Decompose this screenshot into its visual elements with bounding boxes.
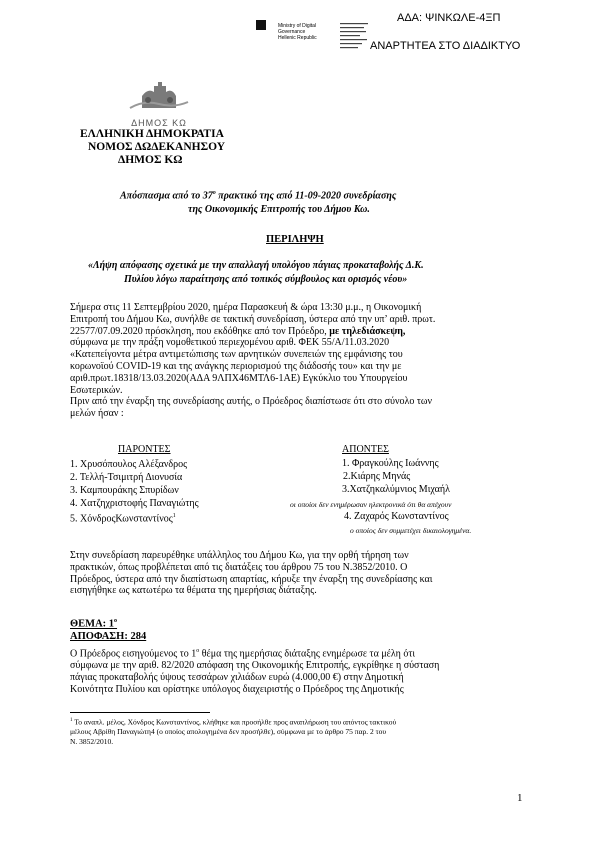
excerpt-line-1 bbox=[120, 188, 396, 202]
authority-line-3: ΔΗΜΟΣ ΚΩ bbox=[118, 154, 183, 166]
summary-title: ΠΕΡΙΛΗΨΗ bbox=[266, 234, 324, 245]
seal-greek-text-icon bbox=[340, 22, 370, 50]
decision-line: Κοινότητα Πυλίου και ορίστηκε υπόλογος διαχειριστής ο Πρόεδρος της Δημοτικής bbox=[70, 683, 404, 695]
presence-line: εισηγήθηκε ως κατωτέρω τα θέματα της ημερήσιας διάταξης. bbox=[70, 585, 317, 597]
decision-line-1b: θέμα της ημερήσιας διάταξης ενημέρωσε τα μέλη ότι bbox=[199, 648, 416, 660]
footnote-ref: 1 bbox=[172, 513, 176, 519]
topic-label bbox=[70, 618, 117, 630]
absent-member: 4. Ζαχαρός Κωνσταντίνος bbox=[344, 511, 449, 522]
decision-line: πάγιας προκαταβολής ύψους τεσσάρων χιλιάδων ευρώ (4.000,00 €) στην Δημοτική bbox=[70, 671, 404, 683]
authority-line-1: ΕΛΛΗΝΙΚΗ ΔΗΜΟΚΡΑΤΙΑ bbox=[80, 128, 224, 140]
intro-paragraph bbox=[70, 302, 530, 420]
footnote-line bbox=[70, 716, 530, 727]
page-number: 1 bbox=[517, 792, 523, 804]
present-header: ΠΑΡΟΝΤΕΣ bbox=[118, 444, 171, 455]
decision-line bbox=[70, 646, 530, 660]
present-member: 2. Τελλή-Τσιμιτρή Διονυσία bbox=[70, 472, 183, 483]
intro-line-3a: 22577/07.09.2020 πρόσκληση, που εκδόθηκε από τον Πρόεδρο, bbox=[70, 325, 330, 337]
seal-line-2: Governance bbox=[278, 29, 306, 35]
excerpt-sup: ο bbox=[212, 190, 216, 196]
intro-line bbox=[70, 326, 530, 338]
intro-line: Εσωτερικών. bbox=[70, 384, 123, 396]
presence-line: πρακτικών, όπως προβλέπεται από τις διατάξεις του άρθρου 75 του Ν.3852/2010. Ο bbox=[70, 561, 408, 573]
intro-line: Πριν από την έναρξη της συνεδρίασης αυτής, ο Πρόεδρος διαπίστωσε ότι στο σύνολο των bbox=[70, 396, 432, 408]
intro-line: Επιτροπή του Δήμου Κω, συνήλθε σε τακτική συνεδρίαση, ύστερα από την υπ’ αριθ. πρωτ. bbox=[70, 313, 436, 325]
absent-member: 2.Κιάρης Μηνάς bbox=[343, 471, 411, 482]
excerpt-line-1b: πρακτικό της από 11-09-2020 συνεδρίασης bbox=[215, 190, 397, 202]
present-member: 4. Χατζηχριστοφής Παναγιώτης bbox=[70, 498, 199, 509]
subject-line-1: «Λήψη απόφασης σχετικά με την απαλλαγή υπολόγου πάγιας προκαταβολής Δ.Κ. bbox=[88, 260, 424, 271]
decision-paragraph bbox=[70, 646, 530, 696]
decision-label: ΑΠΟΦΑΣΗ: 284 bbox=[70, 631, 147, 642]
presence-paragraph bbox=[70, 550, 530, 597]
footnote-separator bbox=[70, 712, 210, 713]
intro-line: μελών ήσαν : bbox=[70, 408, 124, 420]
ministry-seal-text bbox=[278, 23, 338, 41]
present-member bbox=[70, 510, 199, 525]
footnote bbox=[70, 716, 530, 746]
present-member: 1. Χρυσόπουλος Αλέξανδρος bbox=[70, 459, 188, 470]
municipality-logo bbox=[124, 78, 194, 128]
ada-code: ΑΔΑ: ΨΙΝΚΩΛΕ-4ΞΠ bbox=[397, 12, 501, 24]
present-member: 3. Καμπουράκης Σπυρίδων bbox=[70, 485, 179, 496]
footnote-line: μέλους Αβρίθη Παναγιώτη4 (ο οποίος απολογημένα δεν προσήλθε), σύμφωνα με το άρθρο 75 παρ. 2 του bbox=[70, 727, 387, 736]
decision-line: σύμφωνα με την αριθ. 82/2020 απόφαση της Οικονομικής Επιτροπής, εγκρίθηκε η σύσταση bbox=[70, 660, 440, 672]
absent-note-1: οι οποίοι δεν ενημέρωσαν ηλεκτρονικά ότι θα απέχουν bbox=[290, 500, 452, 509]
intro-line: σύμφωνα με την πράξη νομοθετικού περιεχομένου αριθ. ΦΕΚ 55/Α/11.03.2020 bbox=[70, 337, 390, 349]
footnote-line: Ν. 3852/2010. bbox=[70, 736, 114, 746]
intro-line: «Κατεπείγοντα μέτρα αντιμετώπισης των αρνητικών συνεπειών της εμφάνισης του bbox=[70, 349, 403, 361]
footnote-line-1: Το αναπλ. μέλος, Χόνδρος Κωνσταντίνος, κλήθηκε και προσήλθε προς αναπλήρωση του απόντος τακτικού bbox=[72, 717, 397, 727]
absent-member: 3.Χατζηκαλύμνιος Μιχαήλ bbox=[342, 484, 450, 495]
present-list bbox=[70, 458, 199, 525]
subject-line-2: Πυλίου λόγω παραίτησης από τοπικός σύμβουλος και ορισμός νέου» bbox=[124, 274, 408, 285]
topic-sup: ο bbox=[114, 618, 118, 624]
intro-line: αριθ.πρωτ.18318/13.03.2020(ΑΔΑ 9ΛΠΧ46ΜΤΛ6-1ΑΕ) Εγκύκλιο του Υπουργείου bbox=[70, 372, 408, 384]
decision-line-1a: Ο Πρόεδρος εισηγούμενος το 1 bbox=[70, 648, 197, 660]
excerpt-line-1a: Απόσπασμα από το 37 bbox=[120, 190, 213, 202]
footnote-mark: 1 bbox=[70, 718, 73, 723]
intro-line: κορωνοϊού COVID-19 και της ανάγκης περιορισμού της διάδοσής του» και την με bbox=[70, 360, 402, 372]
seal-line-1: Ministry of Digital bbox=[278, 23, 317, 29]
intro-line: Σήμερα στις 11 Σεπτεμβρίου 2020, ημέρα Παρασκευή & ώρα 13:30 μ.μ., η Οικονομική bbox=[70, 302, 422, 313]
posted-notice: ΑΝΑΡΤΗΤΕΑ ΣΤΟ ΔΙΑΔΙΚΤΥΟ bbox=[370, 40, 521, 52]
decision-sup: ο bbox=[196, 648, 200, 654]
seal-line-3: Hellenic Republic bbox=[278, 35, 317, 41]
present-member-5: 5. ΧόνδροςΚωνσταντίνος bbox=[70, 513, 173, 525]
intro-teleconference: με τηλεδιάσκεψη, bbox=[329, 325, 406, 337]
absent-member: 1. Φραγκούλης Ιωάννης bbox=[342, 458, 439, 469]
absent-header: ΑΠΟΝΤΕΣ bbox=[342, 444, 389, 455]
excerpt-line-2: της Οικονομικής Επιτροπής του Δήμου Κω. bbox=[188, 204, 370, 215]
topic-text: ΘΕΜΑ: 1 bbox=[70, 618, 115, 630]
authority-line-2: ΝΟΜΟΣ ΔΩΔΕΚΑΝΗΣΟΥ bbox=[88, 141, 226, 153]
logo-text: ΔΗΜΟΣ ΚΩ bbox=[131, 118, 187, 128]
presence-line: Στην συνεδρίαση παρευρέθηκε υπάλληλος του Δήμου Κω, για την ορθή τήρηση των bbox=[70, 550, 409, 561]
ministry-seal-icon bbox=[256, 20, 266, 30]
presence-line: Πρόεδρος, ύστερα από την διαπίστωση απαρτίας, κήρυξε την έναρξη της συνεδρίασης και bbox=[70, 573, 433, 585]
castle-logo-icon bbox=[124, 78, 194, 112]
absent-note-2: ο οποίος δεν συμμετέχει δικαιολογημένα. bbox=[350, 526, 472, 535]
